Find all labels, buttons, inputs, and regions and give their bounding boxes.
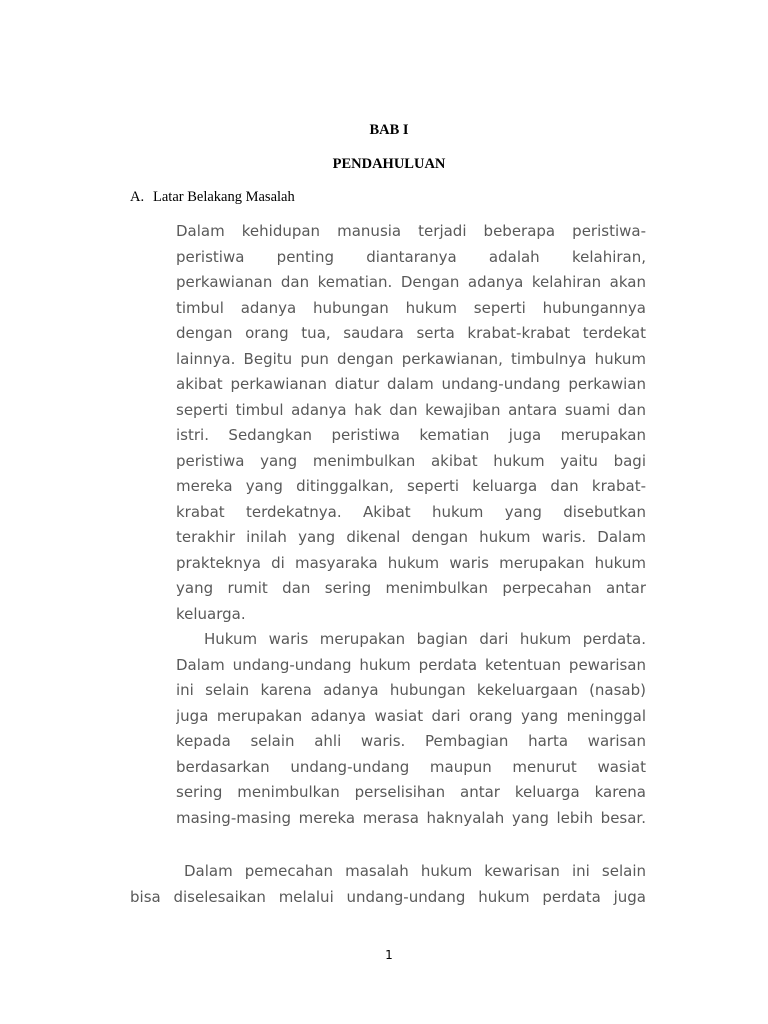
paragraph-line: Dalam kehidupan manusia terjadi beberapa peristiwa- bbox=[176, 222, 646, 240]
page-number: 1 bbox=[385, 948, 393, 962]
paragraph-line: masing-masing mereka merasa haknyalah yang lebih besar. bbox=[176, 808, 646, 827]
paragraph-line: peristiwa yang menimbulkan akibat hukum yaitu bagi bbox=[176, 451, 646, 470]
paragraph-2 bbox=[176, 627, 646, 831]
paragraph-line: juga merupakan adanya wasiat dari orang yang meninggal bbox=[176, 706, 646, 725]
paragraph-line: peristiwa penting diantaranya adalah kelahiran, bbox=[176, 247, 646, 266]
paragraph-line: perkawianan dan kematian. Dengan adanya kelahiran akan bbox=[176, 273, 646, 291]
paragraph-line: timbul adanya hubungan hukum seperti hubungannya bbox=[176, 298, 646, 317]
paragraph-line: prakteknya di masyaraka hukum waris merupakan hukum bbox=[176, 553, 646, 572]
paragraph-line: Hukum waris merupakan bagian dari hukum perdata. bbox=[204, 630, 646, 648]
paragraph-line: mereka yang ditinggalkan, seperti keluarga dan krabat- bbox=[176, 477, 646, 495]
paragraph-line: berdasarkan undang-undang maupun menurut wasiat bbox=[176, 757, 646, 776]
paragraph-line: Dalam pemecahan masalah hukum kewarisan ini selain bbox=[184, 862, 646, 880]
chapter-title: PENDAHULUAN bbox=[332, 156, 446, 172]
paragraph-line: kepada selain ahli waris. Pembagian harta warisan bbox=[176, 732, 646, 750]
section-heading bbox=[130, 189, 295, 206]
section-letter: A. bbox=[130, 189, 145, 205]
paragraph-line: lainnya. Begitu pun dengan perkawianan, timbulnya hukum bbox=[176, 349, 646, 368]
paragraph-line: istri. Sedangkan peristiwa kematian juga merupakan bbox=[176, 426, 646, 444]
paragraph-line: akibat perkawianan diatur dalam undang-undang perkawian bbox=[176, 375, 646, 393]
paragraph-line: ini selain karena adanya hubungan kekeluargaan (nasab) bbox=[176, 681, 646, 699]
paragraph-line: dengan orang tua, saudara serta krabat-krabat terdekat bbox=[176, 324, 646, 342]
section-title: Latar Belakang Masalah bbox=[153, 189, 295, 205]
paragraph-line: seperti timbul adanya hak dan kewajiban antara suami dan bbox=[176, 400, 646, 419]
paragraph-line: yang rumit dan sering menimbulkan perpecahan antar bbox=[176, 579, 646, 597]
paragraph-line: Dalam undang-undang hukum perdata ketentuan pewarisan bbox=[176, 655, 646, 674]
paragraph-line: krabat terdekatnya. Akibat hukum yang disebutkan bbox=[176, 502, 646, 521]
paragraph-line: terakhir inilah yang dikenal dengan hukum waris. Dalam bbox=[176, 528, 646, 546]
paragraph-line: keluarga. bbox=[176, 604, 246, 623]
paragraph-1 bbox=[176, 219, 646, 627]
chapter-number: BAB I bbox=[369, 122, 409, 138]
paragraph-line: bisa diselesaikan melalui undang-undang hukum perdata juga bbox=[130, 887, 646, 906]
paragraph-3 bbox=[130, 859, 646, 910]
paragraph-line: sering menimbulkan perselisihan antar keluarga karena bbox=[176, 783, 646, 801]
